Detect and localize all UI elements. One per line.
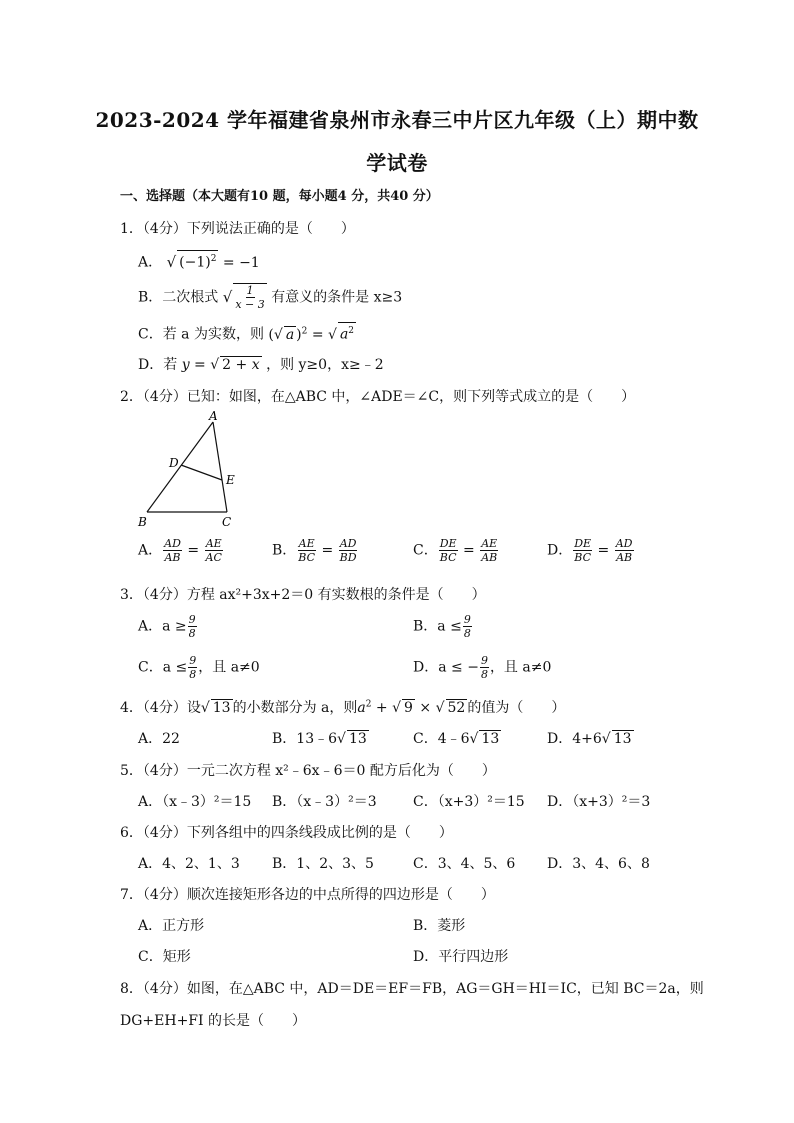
q2-b-label: B． — [272, 542, 297, 559]
q2-b-right: $\frac{AD}{BD}$ — [339, 537, 357, 564]
q1-option-a — [138, 250, 260, 272]
q2-c-label: C． — [413, 542, 438, 559]
q4-stem-rad13: 13 — [212, 700, 231, 716]
q3-c-frac: $\frac{9}{8}$ — [189, 654, 197, 681]
q5-option-d: D．（x+3）²＝3 — [547, 794, 651, 810]
q7-option-b: B．菱形 — [413, 918, 466, 934]
q7-option-c: C．矩形 — [138, 949, 191, 965]
q2-option-d: D． $\frac{DE}{BC}$ = $\frac{AD}{AB}$ — [547, 537, 633, 564]
q6-option-a: A．4、2、1、3 — [138, 856, 240, 872]
q3-d-frac: $\frac{9}{8}$ — [480, 654, 488, 681]
segment-de — [181, 465, 222, 480]
q5-option-b: B．（x﹣3）²＝3 — [272, 794, 377, 810]
q4-option-a: A．22 — [138, 731, 180, 747]
q1-c-formula: (√ a )$^2$ = √ $a^2$ — [268, 327, 356, 343]
q1-d-tail: ，则 y≥0，x≥﹣2 — [266, 357, 384, 373]
q2-option-a: A． $\frac{AD}{AB}$ = $\frac{AE}{AC}$ — [138, 537, 222, 564]
q3-b-text: B．a ≤ — [413, 618, 462, 635]
q6-option-c: C．3、4、5、6 — [413, 856, 516, 872]
q3-b-frac: $\frac{9}{8}$ — [463, 613, 471, 640]
exam-title-line2: 学试卷 — [366, 151, 428, 175]
q4-d-rad: 13 — [613, 731, 632, 747]
q3-a-text: A．a ≥ — [138, 618, 187, 635]
q3-stem: 3．（4分）方程 ax²+3x+2＝0 有实数根的条件是（ ） — [120, 587, 486, 603]
q4-stem-rad9: 9 — [404, 700, 413, 716]
q2-triangle-figure — [135, 410, 245, 532]
q2-d-left: $\frac{DE}{BC}$ — [574, 537, 592, 564]
q1-b-tail: 有意义的条件是 x≥3 — [271, 289, 403, 306]
q1-a-formula: √ $(-1)^2 = -1$ — [167, 255, 260, 271]
q2-a-left: $\frac{AD}{AB}$ — [164, 537, 181, 564]
q2-a-right: $\frac{AE}{AC}$ — [205, 537, 222, 564]
q2-b-left: $\frac{AE}{BC}$ — [298, 537, 316, 564]
label-a: A — [209, 410, 218, 423]
q5-option-c: C．（x+3）²＝15 — [413, 794, 525, 810]
q7-option-d: D．平行四边形 — [413, 949, 509, 965]
q1-option-d — [138, 354, 384, 374]
q4-b-text: B．13﹣6 — [272, 731, 338, 747]
q4-stem-tail: 的值为（ ） — [467, 700, 566, 716]
q1-option-b — [138, 283, 402, 311]
q1-d-label: D．若 — [138, 357, 178, 373]
q1-d-formula: y = √ 2 + x — [181, 357, 260, 373]
q4-option-b: B．13﹣6√ 13 — [272, 731, 367, 747]
q2-c-left: $\frac{DE}{BC}$ — [439, 537, 457, 564]
label-d: D — [169, 456, 179, 470]
q4-c-text: C．4﹣6 — [413, 731, 470, 747]
exam-title-line1: 2023-2024 学年福建省泉州市永春三中片区九年级（上）期中数 — [95, 108, 699, 132]
q1-option-c — [138, 322, 356, 344]
q2-option-c: C． $\frac{DE}{BC}$ = $\frac{AE}{AB}$ — [413, 537, 498, 564]
q2-a-label: A． — [138, 542, 163, 559]
q8-stem-line2: DG+EH+FI 的长是（ ） — [120, 1013, 306, 1029]
q3-option-b — [413, 613, 473, 640]
q5-stem: 5．（4分）一元二次方程 x²﹣6x﹣6＝0 配方后化为（ ） — [120, 763, 496, 779]
q3-option-a — [138, 613, 198, 640]
label-c: C — [222, 515, 232, 529]
q7-option-a: A．正方形 — [138, 918, 205, 934]
side-ab — [147, 422, 213, 512]
q6-option-d: D．3、4、6、8 — [547, 856, 650, 872]
q3-a-frac: $\frac{9}{8}$ — [188, 613, 196, 640]
q1-b-label: B．二次根式 — [138, 289, 219, 306]
q4-stem-pre: 4．（4分）设 — [120, 700, 201, 716]
q8-stem-line1: 8．（4分）如图，在△ABC 中，AD＝DE＝EF＝FB，AG＝GH＝HI＝IC，已知 BC＝2a，则 — [120, 981, 704, 997]
label-e: E — [226, 473, 235, 487]
q4-stem-rad52: 52 — [447, 700, 466, 716]
q1-b-formula: √ $\frac{1}{x - 3}$ — [222, 284, 265, 311]
q3-c-tail: ，且 a≠0 — [198, 659, 260, 676]
q3-d-tail: ，且 a≠0 — [489, 659, 552, 676]
side-ac — [213, 422, 227, 512]
q3-option-c — [138, 654, 260, 681]
q6-option-b: B．1、2、3、5 — [272, 856, 374, 872]
q4-option-c: C．4﹣6√ 13 — [413, 731, 500, 747]
q3-c-text: C．a ≤ — [138, 659, 188, 676]
q1-c-label: C．若 a 为实数，则 — [138, 326, 264, 343]
q2-d-label: D． — [547, 542, 573, 559]
q2-stem: 2．（4分）已知：如图，在△ABC 中，∠ADE＝∠C，则下列等式成立的是（ ） — [120, 389, 636, 405]
section-heading: 一、选择题（本大题有10 题，每小题4 分，共40 分） — [120, 189, 439, 204]
q4-d-text: D．4+6 — [547, 731, 602, 747]
q4-option-d: D．4+6√ 13 — [547, 731, 632, 747]
q4-b-rad: 13 — [348, 731, 367, 747]
q2-c-right: $\frac{AE}{AB}$ — [481, 537, 498, 564]
q1-a-label: A． — [138, 254, 163, 271]
q4-stem-mid: 的小数部分为 a，则 — [232, 700, 358, 716]
q7-stem: 7．（4分）顺次连接矩形各边的中点所得的四边形是（ ） — [120, 887, 495, 903]
q5-option-a: A．（x﹣3）²＝15 — [138, 794, 252, 810]
q6-stem: 6．（4分）下列各组中的四条线段成比例的是（ ） — [120, 825, 453, 841]
q4-c-rad: 13 — [481, 731, 500, 747]
q3-d-text: D．a ≤ − — [413, 659, 479, 676]
q1-stem: 1．（4分）下列说法正确的是（ ） — [120, 221, 355, 237]
q4-stem: 4．（4分）设√ 13 的小数部分为 a，则$a^2$ + √ 9 × √ 52 的值为（ ） — [120, 699, 566, 716]
q2-option-b: B． $\frac{AE}{BC}$ = $\frac{AD}{BD}$ — [272, 537, 357, 564]
q2-d-right: $\frac{AD}{AB}$ — [615, 537, 633, 564]
q3-option-d — [413, 654, 551, 681]
label-b: B — [138, 515, 147, 529]
